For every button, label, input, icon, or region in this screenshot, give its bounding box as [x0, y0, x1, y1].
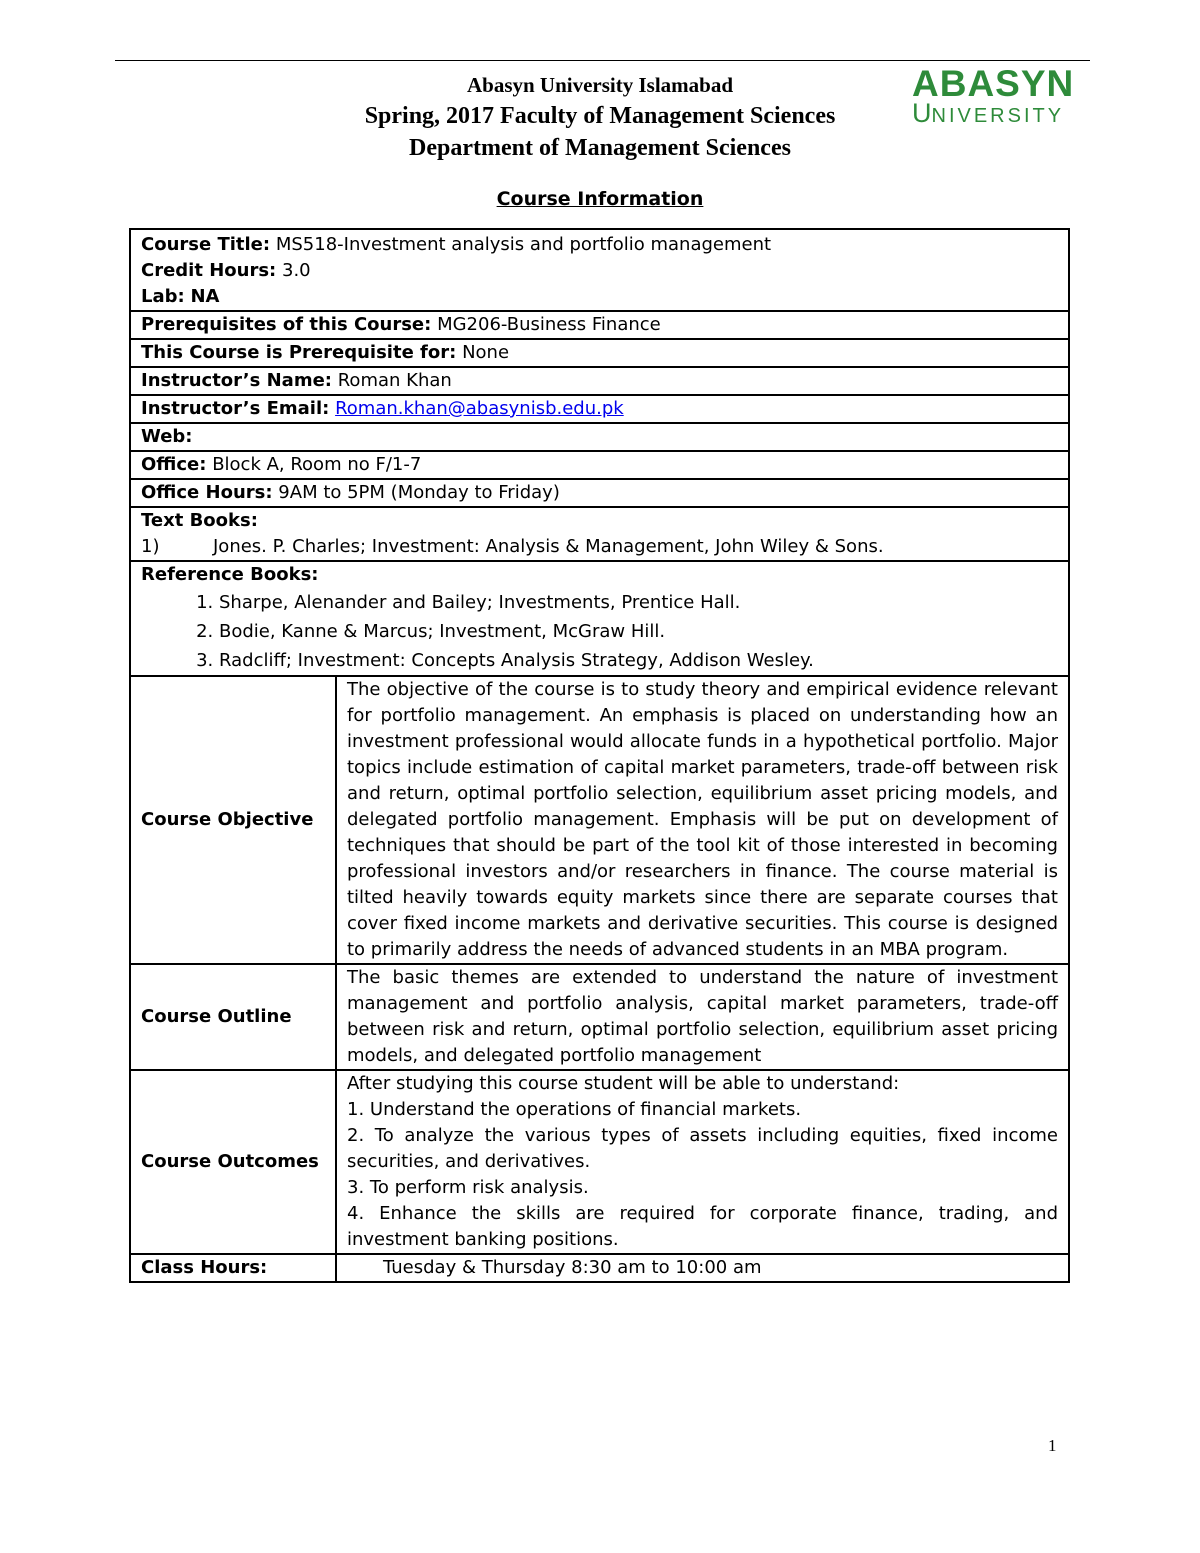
course-outcomes-label: Course Outcomes — [130, 1070, 336, 1254]
list-item: 1. Understand the operations of financial markets. — [347, 1099, 802, 1120]
instructor-email-link[interactable]: Roman.khan@abasynisb.edu.pk — [335, 398, 624, 419]
table-row — [130, 561, 1069, 676]
table-row — [130, 507, 1069, 561]
table-row — [130, 339, 1069, 367]
course-outline-text: The basic themes are extended to understand the nature of investment management and portfolio analysis, capital market parameters, trade-off between risk and return, optimal portfolio selection, equilibrium asset pricing models, and delegated portfolio management — [336, 964, 1069, 1070]
university-name: Abasyn University Islamabad — [466, 73, 734, 97]
instructor-email-label: Instructor’s Email: — [141, 398, 330, 419]
list-item: 3. To perform risk analysis. — [347, 1177, 589, 1198]
list-item: 3. Radcliff; Investment: Concepts Analysis Strategy, Addison Wesley. — [219, 646, 1058, 675]
list-item: 2. To analyze the various types of assets including equities, fixed income securities, and derivatives. — [347, 1125, 1058, 1172]
course-title-value: MS518-Investment analysis and portfolio management — [275, 234, 772, 255]
top-rule — [115, 60, 1090, 61]
section-title: Course Information — [496, 188, 704, 210]
reference-books-list — [141, 588, 1058, 675]
table-row — [130, 1070, 1069, 1254]
reference-books-label: Reference Books: — [141, 564, 319, 585]
table-row — [130, 1254, 1069, 1282]
text-book-item — [141, 534, 1058, 560]
instructor-name-label: Instructor’s Name: — [141, 370, 332, 391]
text-books-label: Text Books: — [141, 510, 258, 531]
course-objective-label: Course Objective — [130, 676, 336, 964]
university-logo — [912, 63, 1092, 128]
table-row — [130, 367, 1069, 395]
table-row — [130, 395, 1069, 423]
prereq-for-label: This Course is Prerequisite for: — [141, 342, 457, 363]
office-label: Office: — [141, 454, 207, 475]
prereq-for-value: None — [462, 342, 510, 363]
logo-line2-rest: NIVERSITY — [931, 105, 1065, 127]
instructor-name-value: Roman Khan — [337, 370, 452, 391]
text-book-text: Jones. P. Charles; Investment: Analysis & Management, John Wiley & Sons. — [213, 536, 884, 557]
lab-label: Lab: — [141, 286, 185, 307]
page-number: 1 — [1048, 1436, 1057, 1455]
lab-value: NA — [190, 286, 220, 307]
list-item: 1. Sharpe, Alenander and Bailey; Investments, Prentice Hall. — [219, 588, 1058, 617]
office-hours-value: 9AM to 5PM (Monday to Friday) — [278, 482, 560, 503]
table-row — [130, 964, 1069, 1070]
course-outline-label: Course Outline — [130, 964, 336, 1070]
logo-line1: ABASYN — [912, 63, 1075, 104]
logo-line2-initial: U — [912, 98, 932, 128]
class-hours-label: Class Hours: — [130, 1254, 336, 1282]
logo-line2 — [912, 98, 1092, 128]
list-item: 4. Enhance the skills are required for corporate finance, trading, and investment banking positions. — [347, 1203, 1058, 1250]
table-row — [130, 229, 1069, 311]
prereq-value: MG206-Business Finance — [437, 314, 661, 335]
prereq-label: Prerequisites of this Course: — [141, 314, 432, 335]
web-label: Web: — [141, 426, 193, 447]
semester-faculty: Spring, 2017 Faculty of Management Sciences — [364, 103, 836, 129]
department-name: Department of Management Sciences — [409, 135, 791, 161]
text-book-number: 1) — [141, 536, 160, 557]
table-row — [130, 451, 1069, 479]
credit-hours-label: Credit Hours: — [141, 260, 277, 281]
class-hours-text: Tuesday & Thursday 8:30 am to 10:00 am — [383, 1257, 762, 1278]
list-item: 2. Bodie, Kanne & Marcus; Investment, McGraw Hill. — [219, 617, 1058, 646]
table-row — [130, 311, 1069, 339]
credit-hours-value: 3.0 — [282, 260, 311, 281]
office-value: Block A, Room no F/1-7 — [212, 454, 422, 475]
outcomes-intro: After studying this course student will be able to understand: — [347, 1073, 900, 1094]
table-row — [130, 676, 1069, 964]
course-info-table — [129, 228, 1070, 1283]
office-hours-label: Office Hours: — [141, 482, 273, 503]
course-title-label: Course Title: — [141, 234, 271, 255]
table-row — [130, 423, 1069, 451]
class-hours-value — [336, 1254, 1069, 1282]
course-outcomes-text — [336, 1070, 1069, 1254]
table-row — [130, 479, 1069, 507]
course-objective-text: The objective of the course is to study theory and empirical evidence relevant for portfolio management. An emphasis is placed on understanding how an investment professional would allocate funds in a hypothetical portfolio. Major topics include estimation of capital market parameters, trade-off between risk and return, optimal portfolio selection, equilibrium asset pricing models, and delegated portfolio management. Emphasis will be put on development of techniques that should be part of the tool kit of those interested in becoming professional investors and/or researchers in finance. The course material is tilted heavily towards equity markets since there are separate courses that cover fixed income markets and derivative securities. This course is designed to primarily address the needs of advanced students in an MBA program. — [336, 676, 1069, 964]
